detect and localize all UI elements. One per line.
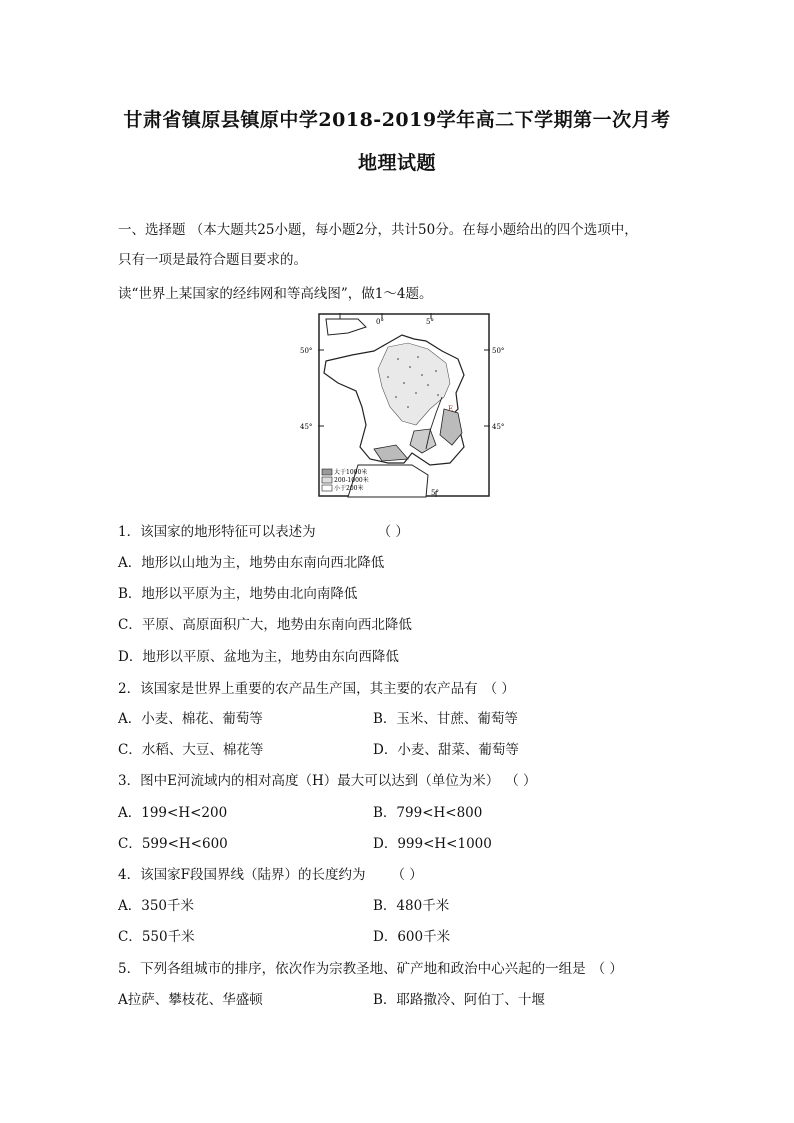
option-4d: D．600千米 (373, 929, 451, 945)
label-e: E (448, 405, 454, 413)
lon-label-bottom: 5° (431, 489, 439, 497)
legend-mid: 200-1000米 (334, 477, 369, 484)
lat-label-45-right: 45° (492, 423, 505, 431)
question-2 (118, 677, 515, 697)
question-4 (118, 863, 423, 883)
option-3d: D．999<H<1000 (373, 836, 492, 852)
answer-blank: （ ） (591, 961, 623, 977)
option-3c: C．599<H<600 (118, 836, 228, 852)
lat-label-50-right: 50° (492, 347, 505, 355)
question-stem: 3．图中E河流域内的相对高度（H）最大可以达到（单位为米） (118, 773, 500, 789)
option-2a: A．小麦、棉花、葡萄等 (118, 711, 263, 727)
option-1b: B．地形以平原为主，地势由北向南降低 (118, 586, 358, 602)
option-4c: C．550千米 (118, 929, 195, 945)
legend-low: 小于200米 (334, 485, 364, 492)
question-1 (118, 520, 409, 540)
map-legend (322, 468, 369, 492)
answer-blank: （ ） (483, 681, 515, 697)
section-heading-cont: 只有一项是最符合题目要求的。 (118, 252, 307, 268)
lon-label-prime: 0° (376, 318, 384, 326)
answer-blank: （ ） (505, 773, 537, 789)
option-3a: A．199<H<200 (118, 805, 228, 821)
lat-label-45-left: 45° (300, 423, 313, 431)
option-5b: B．耶路撒冷、阿伯丁、十堰 (373, 992, 545, 1008)
option-5a: A拉萨、攀枝花、华盛顿 (118, 992, 263, 1008)
option-1a: A．地形以山地为主，地势由东南向西北降低 (118, 555, 385, 571)
question-3 (118, 769, 537, 789)
lon-label-east: 5° (426, 318, 434, 326)
option-3b: B．799<H<800 (373, 805, 483, 821)
question-stem: 4．该国家F段国界线（陆界）的长度约为 (118, 867, 366, 883)
option-1c: C．平原、高原面积广大，地势由东南向西北降低 (118, 617, 412, 633)
page-subtitle: 地理试题 (357, 152, 436, 174)
option-2c: C．水稻、大豆、棉花等 (118, 742, 264, 758)
answer-blank: （ ） (377, 524, 409, 540)
option-4b: B．480千米 (373, 898, 450, 914)
section-heading: 一、选择题 （本大题共25小题，每小题2分，共计50分。在每小题给出的四个选项中， (118, 222, 638, 238)
option-1d: D．地形以平原、盆地为主，地势由东向西降低 (118, 649, 399, 665)
question-stem: 5．下列各组城市的排序，依次作为宗教圣地、矿产地和政治中心兴起的一组是 (118, 961, 586, 977)
question-stem: 2．该国家是世界上重要的农产品生产国，其主要的农产品有 (118, 681, 478, 697)
question-stem: 1．该国家的地形特征可以表述为 (118, 524, 316, 540)
legend-high: 大于1000米 (334, 469, 368, 476)
answer-blank: （ ） (391, 867, 423, 883)
question-5 (118, 957, 623, 977)
lat-label-50-left: 50° (300, 347, 313, 355)
france-contour-map (300, 313, 505, 497)
page-title: 甘肃省镇原县镇原中学2018-2019学年高二下学期第一次月考 (123, 109, 671, 131)
option-4a: A．350千米 (118, 898, 195, 914)
reading-intro: 读“世界上某国家的经纬网和等高线图”，做1～4题。 (118, 286, 433, 302)
option-2b: B．玉米、甘蔗、葡萄等 (373, 711, 518, 727)
option-2d: D．小麦、甜菜、葡萄等 (373, 742, 519, 758)
